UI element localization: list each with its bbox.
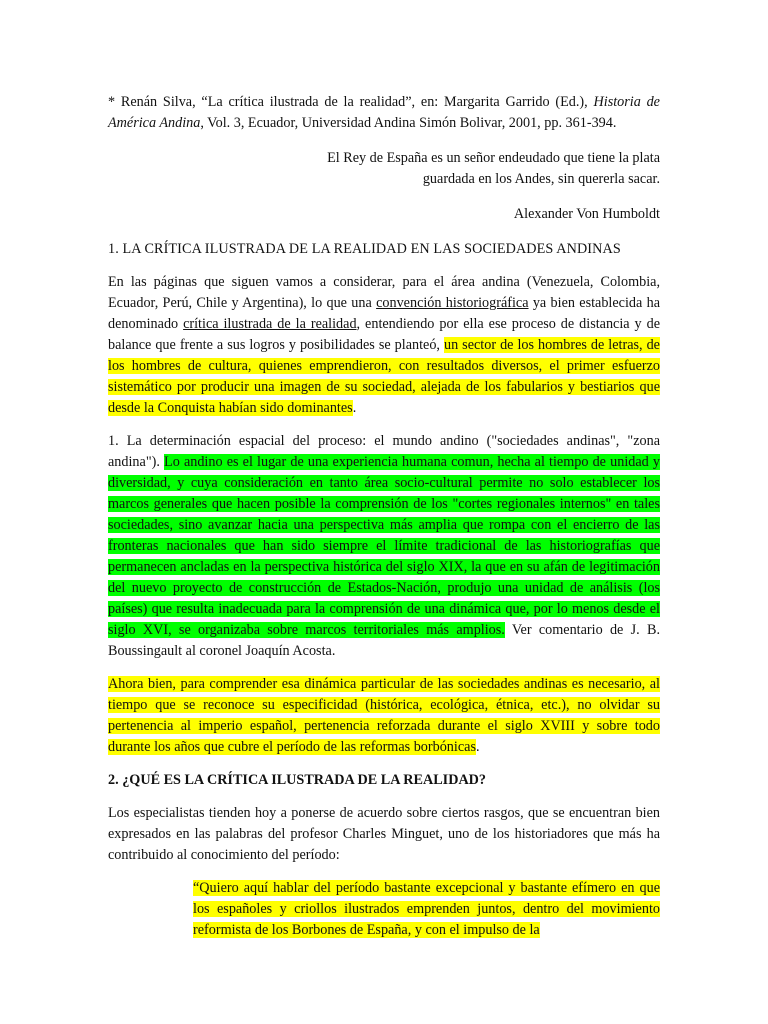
paragraph-1-text-a: En las páginas que siguen vamos a considerar, para el área andina (Venezuela, Colombia, Ecuador, Perú, Chile y Argentina), lo que una: [108, 274, 660, 311]
underlined-term-critica: crítica ilustrada de la realidad: [183, 316, 357, 332]
block-quote: [193, 878, 660, 941]
paragraph-3-end: .: [475, 739, 480, 755]
epigraph-author: Alexander Von Humboldt: [513, 206, 660, 222]
citation: [108, 92, 660, 134]
yellow-highlight-2: Ahora bien, para comprender esa dinámica particular de las sociedades andinas es necesario, al tiempo que se reconoce su especificidad (histórica, ecológica, étnica, etc.), no olvidar su pertenencia al imperio español, pertenencia reforzada durante el siglo XVIII y sobre todo durante los años que cubre el período de las reformas borbónicas: [108, 676, 660, 755]
paragraph-1-text-b: ya bien establecida ha denominado: [108, 295, 661, 332]
paragraph-1-text-c: , entendiendo por ella ese proceso de distancia y de balance que frente a sus logros y posibilidades se planteó,: [108, 316, 660, 353]
green-highlight: Lo andino es el lugar de una experiencia humana comun, hecha al tiempo de unidad y diversidad, y cuya consideración en tanto área socio-cultural permite no solo establecer los marcos generales que hacen posible la comprensión de los "cortes regionales internos" en tales sociedades, sino avanzar hacia una perspectiva más amplia que rompa con el encierro de las fronteras nacionales que han sido siempre el límite tradicional de las historiografías que permanecen ancladas en la perspectiva histórica del siglo XIX, la que en su afán de legitimación del nuevo proyecto de construcción de Estados-Nación, produjo una unidad de análisis (los países) que resulta inadecuada para la comprensión de una dinámica que, por lo menos desde el siglo XVI, se organizaba sobre marcos territoriales más amplios.: [108, 454, 660, 638]
epigraph-line-2: guardada en los Andes, sin quererla sacar.: [422, 171, 660, 187]
paragraph-2: [108, 431, 660, 662]
citation-tail: , Vol. 3, Ecuador, Universidad Andina Simón Bolivar, 2001, pp. 361-394.: [200, 115, 617, 131]
paragraph-2-text-a: 1. La determinación espacial del proceso: el mundo andino ("sociedades andinas", "zona andina").: [108, 433, 660, 470]
section-1-heading: 1. LA CRÍTICA ILUSTRADA DE LA REALIDAD EN LAS SOCIEDADES ANDINAS: [108, 241, 621, 257]
paragraph-2-text-b: Ver comentario de J. B. Boussingault al coronel Joaquín Acosta.: [108, 622, 660, 659]
epigraph: [108, 148, 660, 190]
citation-lead: * Renán Silva, “La crítica ilustrada de la realidad”, en: Margarita Garrido (Ed.),: [108, 94, 594, 110]
epigraph-line-1: El Rey de España es un señor endeudado que tiene la plata: [327, 150, 660, 166]
paragraph-3: [108, 674, 660, 758]
yellow-highlight-quote: “Quiero aquí hablar del período bastante excepcional y bastante efímero en que los españoles y criollos ilustrados emprenden juntos, dentro del movimiento reformista de los Borbones de España, y con el impulso de la: [193, 880, 660, 938]
paragraph-1: [108, 272, 660, 419]
paragraph-4: Los especialistas tienden hoy a ponerse de acuerdo sobre ciertos rasgos, que se encuentran bien expresados en las palabras del profesor Charles Minguet, uno de los historiadores que más ha contribuido al conocimiento del período:: [108, 805, 660, 863]
underlined-term-convencion: convención historiográfica: [376, 295, 529, 311]
yellow-highlight-1: un sector de los hombres de letras, de los hombres de cultura, quienes emprendieron, con resultados diversos, el primer esfuerzo sistemático por producir una imagen de su sociedad, alejada de los fabularios y bestiarios que desde la Conquista habían sido dominantes: [108, 337, 660, 416]
paragraph-1-end: .: [352, 400, 357, 416]
section-2-heading: 2. ¿QUÉ ES LA CRÍTICA ILUSTRADA DE LA REALIDAD?: [108, 772, 487, 788]
citation-book-title: Historia de América Andina: [108, 94, 660, 131]
